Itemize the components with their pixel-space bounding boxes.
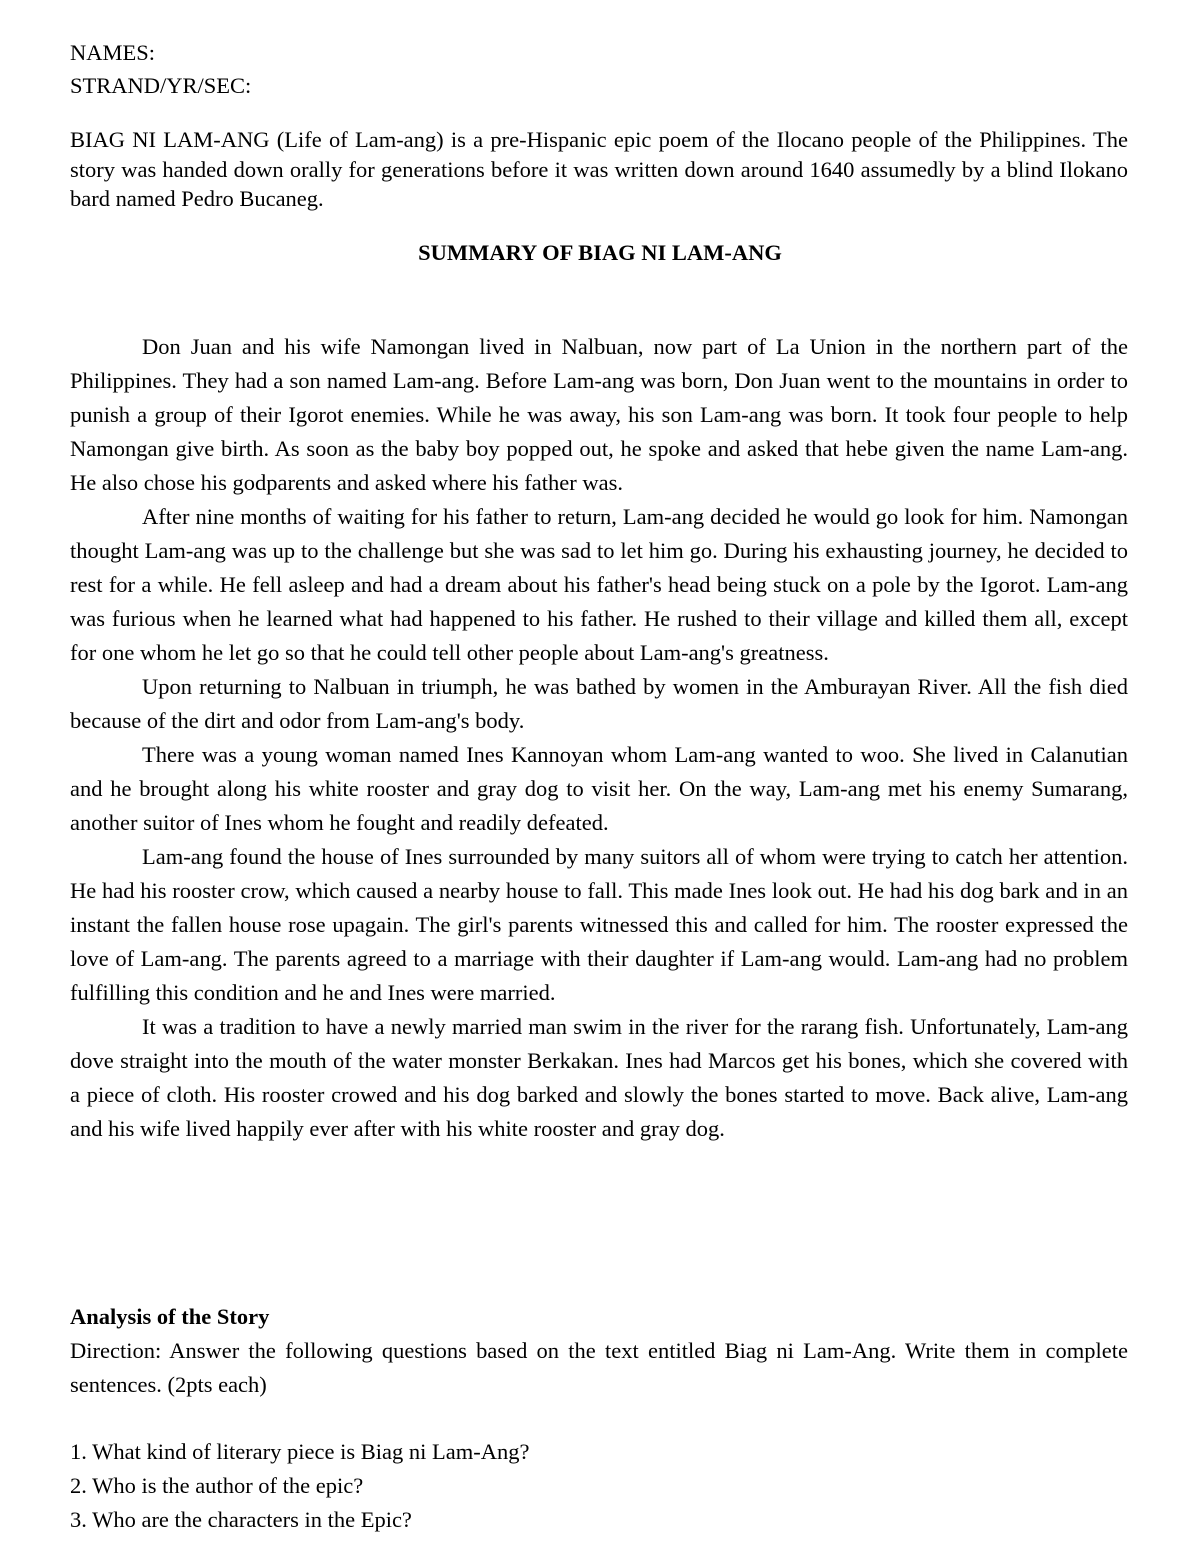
summary-paragraph: Upon returning to Nalbuan in triumph, he was bathed by women in the Amburayan River. All the fish died because of the dirt and odor from Lam-ang's body. [70, 674, 1128, 733]
summary-paragraph: It was a tradition to have a newly married man swim in the river for the rarang fish. Unfortunately, Lam-ang dove straight into the mouth of the water monster Berkakan. Ines had Marcos get his bones, which she covered with a piece of cloth. His rooster crowed and his dog barked and slowly the bones started to move. Back alive, Lam-ang and his wife lived happily ever after with his white rooster and gray dog. [70, 1014, 1128, 1141]
analysis-section [70, 1300, 1128, 1402]
strand-label: STRAND/YR/SEC: [70, 73, 252, 98]
summary-paragraph: Lam-ang found the house of Ines surrounded by many suitors all of whom were trying to catch her attention. He had his rooster crow, which caused a nearby house to fall. This made Ines look out. He had his dog bark and in an instant the fallen house rose upagain. The girl's parents witnessed this and called for him. The rooster expressed the love of Lam-ang. The parents agreed to a marriage with their daughter if Lam-ang would. Lam-ang had no problem fulfilling this condition and he and Ines were married. [70, 844, 1128, 1005]
question-list [70, 1435, 1128, 1537]
question-item: 3. Who are the characters in the Epic? [70, 1507, 412, 1532]
summary-paragraph: After nine months of waiting for his father to return, Lam-ang decided he would go look for him. Namongan thought Lam-ang was up to the challenge but she was sad to let him go. During his exhausting journey, he decided to rest for a while. He fell asleep and had a dream about his father's head being stuck on a pole by the Igorot. Lam-ang was furious when he learned what had happened to his father. He rushed to their village and killed them all, except for one whom he let go so that he could tell other people about Lam-ang's greatness. [70, 504, 1128, 665]
summary-body [70, 330, 1128, 1146]
summary-paragraph: There was a young woman named Ines Kannoyan whom Lam-ang wanted to woo. She lived in Calanutian and he brought along his white rooster and gray dog to visit her. On the way, Lam-ang met his enemy Sumarang, another suitor of Ines whom he fought and readily defeated. [70, 742, 1128, 835]
analysis-title: Analysis of the Story [70, 1304, 270, 1329]
header-block [70, 36, 1128, 102]
summary-paragraph: Don Juan and his wife Namongan lived in Nalbuan, now part of La Union in the northern part of the Philippines. They had a son named Lam-ang. Before Lam-ang was born, Don Juan went to the mountains in order to punish a group of their Igorot enemies. While he was away, his son Lam-ang was born. It took four people to help Namongan give birth. As soon as the baby boy popped out, he spoke and asked that hebe given the name Lam-ang. He also chose his godparents and asked where his father was. [70, 334, 1128, 495]
question-item: 1. What kind of literary piece is Biag ni Lam-Ang? [70, 1439, 530, 1464]
analysis-direction: Direction: Answer the following questions based on the text entitled Biag ni Lam-Ang. Write them in complete sentences. (2pts each) [70, 1338, 1128, 1397]
intro-paragraph: BIAG NI LAM-ANG (Life of Lam-ang) is a pre-Hispanic epic poem of the Ilocano people of the Philippines. The story was handed down orally for generations before it was written down around 1640 assumedly by a blind Ilokano bard named Pedro Bucaneg. [70, 127, 1128, 211]
summary-title: SUMMARY OF BIAG NI LAM-ANG [418, 240, 782, 265]
question-item: 2. Who is the author of the epic? [70, 1473, 364, 1498]
names-label: NAMES: [70, 40, 156, 65]
